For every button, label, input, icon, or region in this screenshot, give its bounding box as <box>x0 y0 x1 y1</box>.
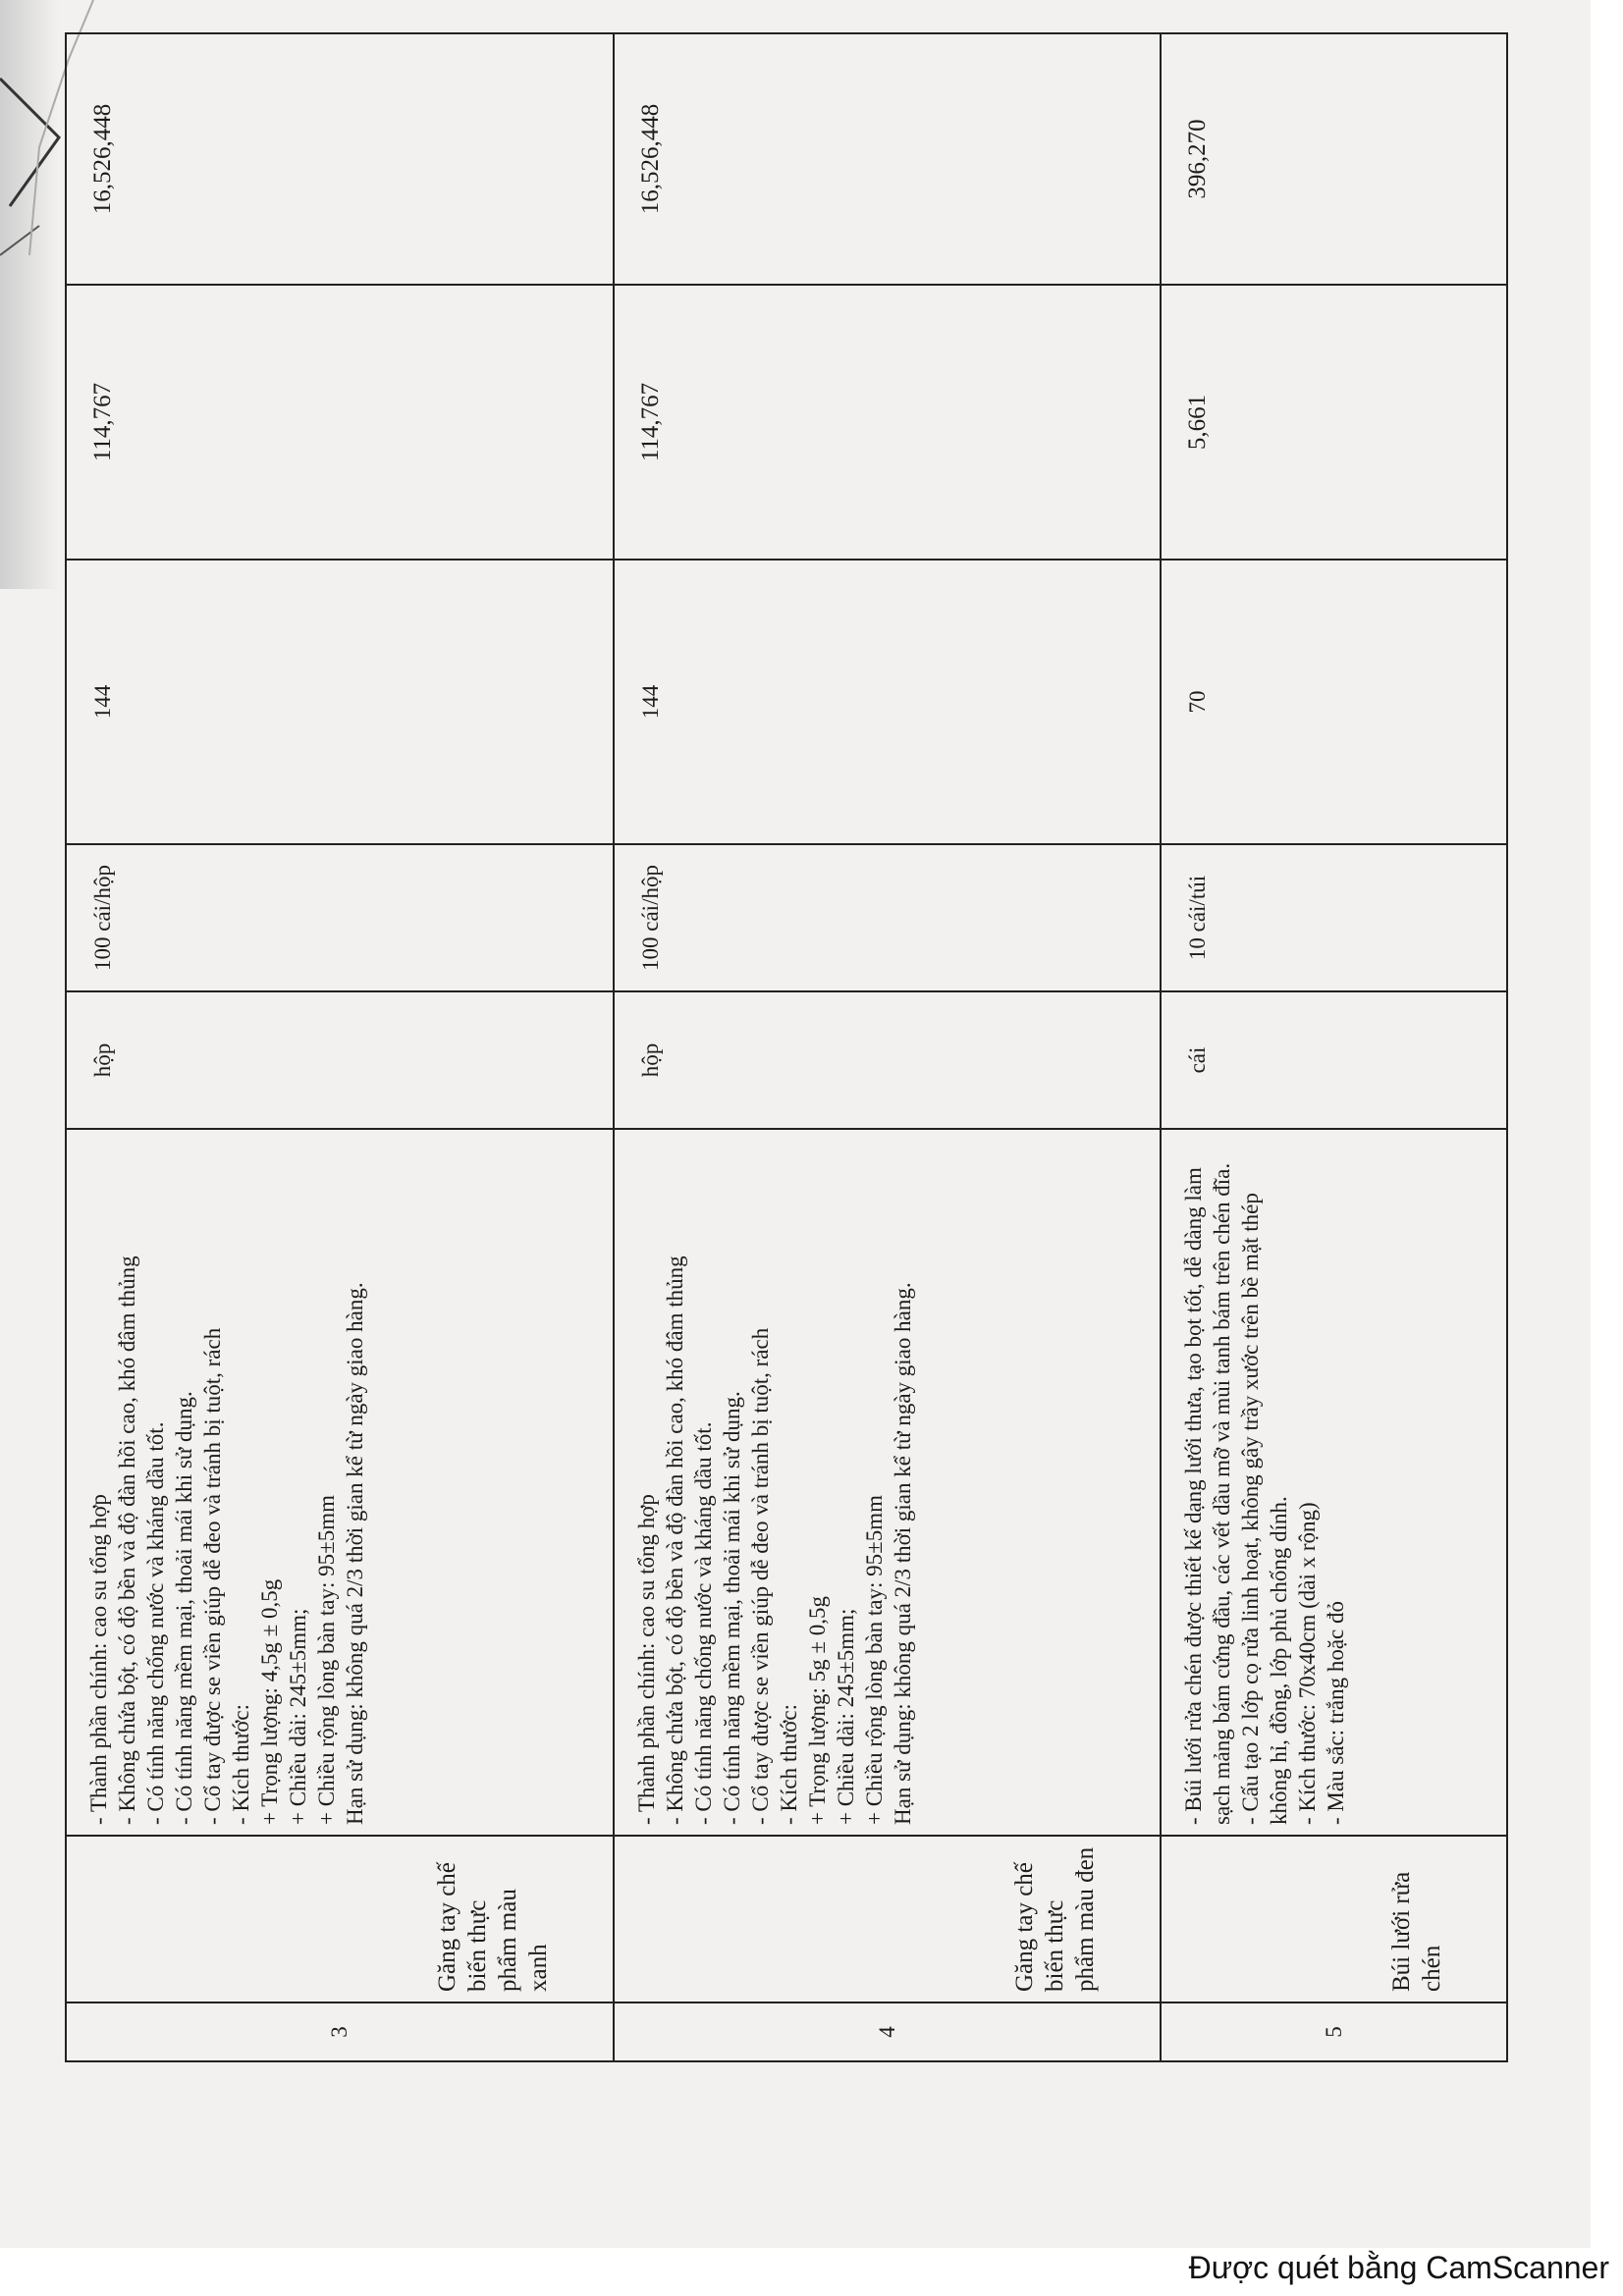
unit-cell: hộp <box>66 991 614 1129</box>
total-cell: 396,270 <box>1161 33 1507 285</box>
description-line: - Kích thước: <box>229 1704 253 1825</box>
description-line: - Cổ tay được se viền giúp dễ đeo và tránh bị tuột, rách <box>747 1327 773 1825</box>
packing-cell: 100 cái/hộp <box>66 844 614 991</box>
product-name: Găng tay chế biến thực phẩm màu xanh <box>66 1836 614 2002</box>
description-line: - Búi lưới rửa chén được thiết kế dạng lưới thưa, tạo bọt tốt, dễ dàng làm sạch mảng bám cứng đầu, các vết dầu mỡ và mùi tanh bám trên chén đĩa. <box>1181 1161 1235 1825</box>
product-description <box>614 1129 1162 1836</box>
description-line: - Có tính năng mềm mại, thoải mái khi sử dụng. <box>719 1391 744 1825</box>
total-cell: 16,526,448 <box>66 33 614 285</box>
description-line: - Không chứa bột, có độ bền và độ đàn hồi cao, khó đâm thủng <box>115 1255 139 1825</box>
description-line: - Kích thước: 70x40cm (dài x rộng) <box>1295 1502 1321 1825</box>
description-line: Hạn sử dụng: không quá 2/3 thời gian kể từ ngày giao hàng. <box>890 1282 915 1825</box>
table-row <box>614 33 1162 2061</box>
description-line: - Kích thước: <box>776 1704 801 1825</box>
quantity-cell: 70 <box>1161 560 1507 844</box>
description-line: + Chiều dài: 245±5mm; <box>833 1608 858 1825</box>
description-line: - Không chứa bột, có độ bền và độ đàn hồi cao, khó đâm thủng <box>662 1255 687 1825</box>
unit-cell: cái <box>1161 991 1507 1129</box>
row-number: 4 <box>614 2002 1162 2061</box>
description-line: - Cổ tay được se viền giúp dễ đeo và tránh bị tuột, rách <box>200 1327 225 1825</box>
table-row <box>1161 33 1507 2061</box>
quantity-cell: 144 <box>66 560 614 844</box>
product-name: Găng tay chế biến thực phẩm màu đen <box>614 1836 1162 2002</box>
description-line: - Thành phần chính: cao su tổng hợp <box>86 1494 111 1825</box>
description-line: + Trọng lượng: 4,5g ± 0,5g <box>257 1578 282 1825</box>
unit-price-cell: 114,767 <box>614 285 1162 560</box>
description-line: - Có tính năng mềm mại, thoải mái khi sử dụng. <box>172 1391 196 1825</box>
row-number: 5 <box>1161 2002 1507 2061</box>
description-line: - Cấu tạo 2 lớp cọ rửa linh hoạt, không gây trầy xước trên bề mặt thép không hỉ, đồng, lớp phủ chống dính. <box>1238 1187 1292 1825</box>
packing-cell: 100 cái/hộp <box>614 844 1162 991</box>
unit-price-cell: 5,661 <box>1161 285 1507 560</box>
description-line: + Chiều rộng lòng bàn tay: 95±5mm <box>861 1494 887 1825</box>
rotated-table-wrapper <box>65 34 1508 2062</box>
description-line: - Thành phần chính: cao su tổng hợp <box>633 1494 659 1825</box>
product-description <box>1161 1129 1507 1836</box>
description-line: + Trọng lượng: 5g ± 0,5g <box>804 1596 830 1825</box>
description-line: - Có tính năng chống nước và kháng dầu tốt. <box>143 1421 168 1825</box>
packing-cell: 10 cái/túi <box>1161 844 1507 991</box>
product-name: Búi lưới rửa chén <box>1161 1836 1507 2002</box>
camscanner-watermark: Được quét bằng CamScanner <box>1188 2250 1609 2285</box>
quantity-cell: 144 <box>614 560 1162 844</box>
description-line: - Có tính năng chống nước và kháng dầu tốt. <box>690 1421 716 1825</box>
description-line: - Màu sắc: trắng hoặc đỏ <box>1324 1600 1349 1825</box>
description-line: + Chiều dài: 245±5mm; <box>286 1608 310 1825</box>
product-description <box>66 1129 614 1836</box>
unit-cell: hộp <box>614 991 1162 1129</box>
unit-price-cell: 114,767 <box>66 285 614 560</box>
description-line: + Chiều rộng lòng bàn tay: 95±5mm <box>314 1494 339 1825</box>
table-row <box>66 33 614 2061</box>
row-number: 3 <box>66 2002 614 2061</box>
product-table <box>65 32 1508 2062</box>
description-line: Hạn sử dụng: không quá 2/3 thời gian kể từ ngày giao hàng. <box>343 1282 367 1825</box>
total-cell: 16,526,448 <box>614 33 1162 285</box>
